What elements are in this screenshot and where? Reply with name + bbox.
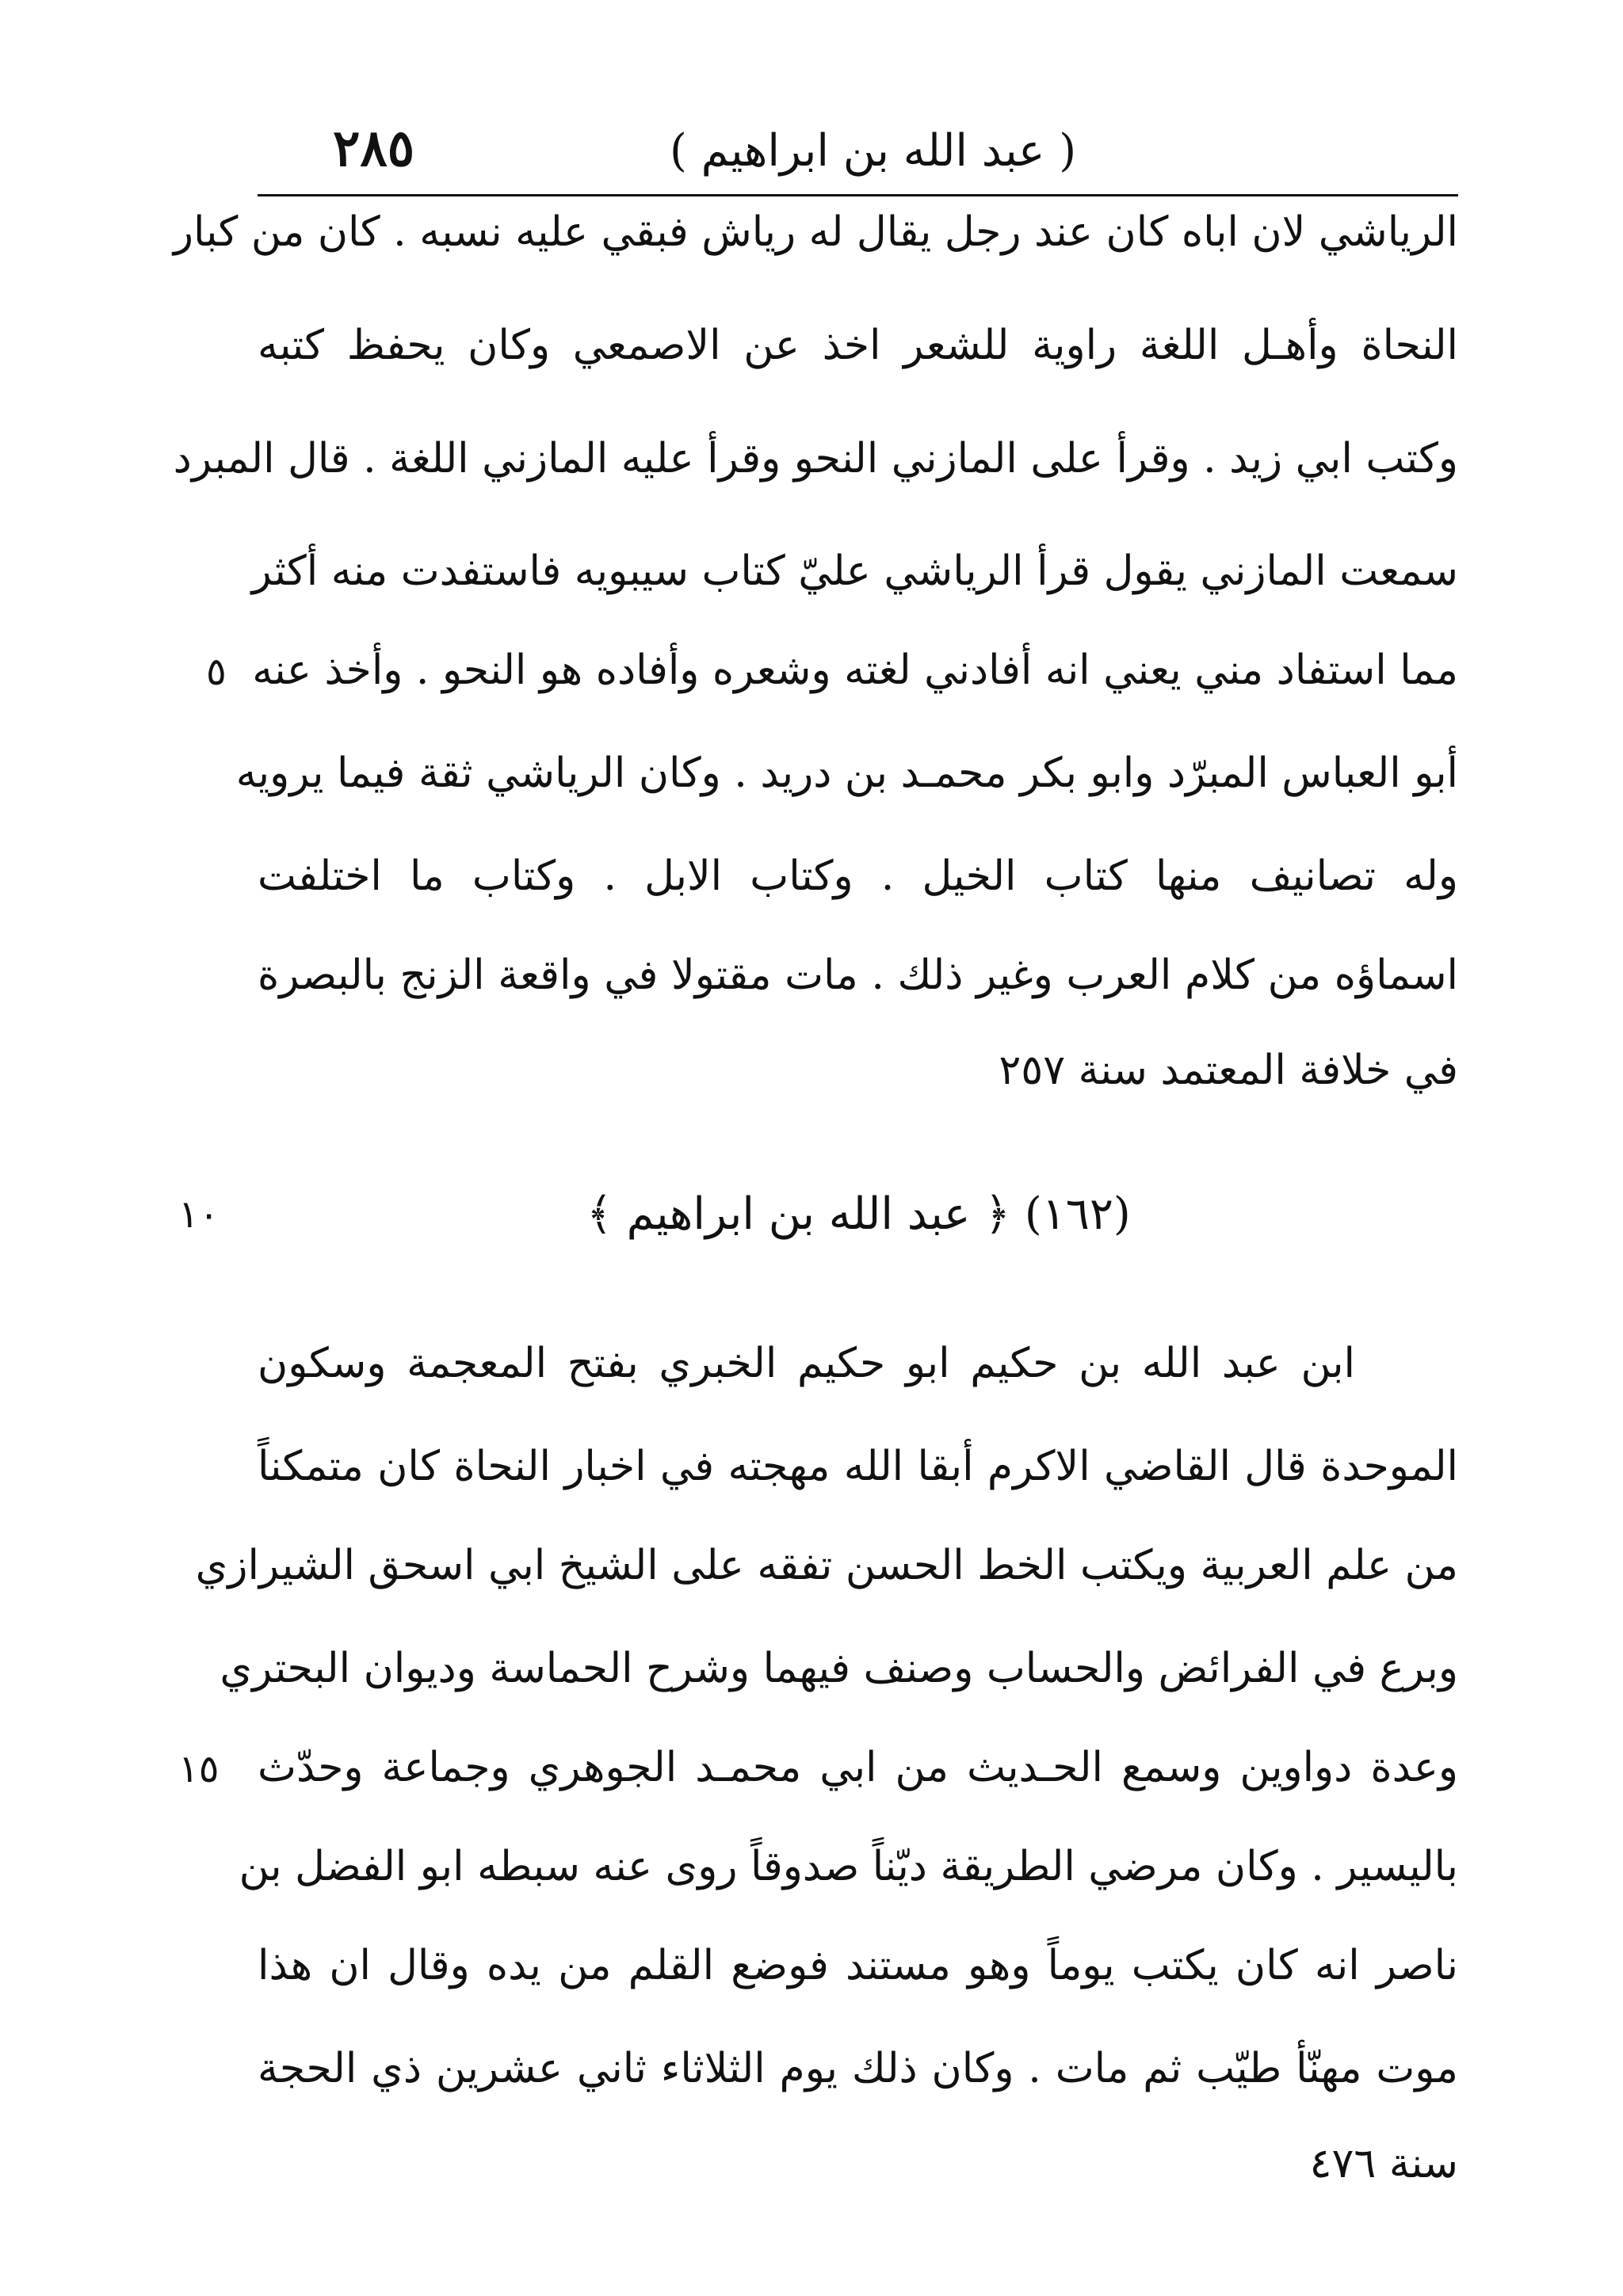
text-line-last: في خلافة المعتمد سنة ٢٥٧ <box>999 1047 1458 1094</box>
text-line: وله تصانيف منها كتاب الخيل . وكتاب الابل . وكتاب ما اختلفت <box>258 852 1458 900</box>
header-rule <box>258 194 1458 196</box>
text-line: مما استفاد مني يعني انه أفادني لغته وشعره وأفاده هو النحو . وأخذ عنه <box>252 646 1458 694</box>
text-line: وعدة دواوين وسمع الحـديث من ابي محمـد الجوهري وجماعة وحدّث <box>258 1744 1458 1791</box>
text-line: اسماؤه من كلام العرب وغير ذلك . مات مقتولا في واقعة الزنج بالبصرة <box>258 952 1458 999</box>
text-line-last: سنة ٤٧٦ <box>1309 2140 1458 2187</box>
text-line: ناصر انه كان يكتب يوماً وهو مستند فوضع القلم من يده وقال ان هذا <box>258 1942 1458 1989</box>
text-line: وبرع في الفرائض والحساب وصنف فيهما وشرح الحماسة وديوان البحتري <box>220 1645 1458 1692</box>
text-line: وكتب ابي زيد . وقرأ على المازني النحو وقرأ عليه المازني اللغة . قال المبرد <box>173 435 1458 482</box>
text-line: سمعت المازني يقول قرأ الرياشي عليّ كتاب سيبويه فاستفدت منه أكثر <box>251 547 1458 595</box>
page-number: ٢٨٥ <box>333 119 415 178</box>
text-line: باليسير . وكان مرضي الطريقة ديّناً صدوقاً روى عنه سبطه ابو الفضل بن <box>239 1843 1458 1890</box>
text-line: من علم العربية ويكتب الخط الحسن تفقه على الشيخ ابي اسحق الشيرازي <box>195 1542 1458 1589</box>
text-line-indented: ابن عبد الله بن حكيم ابو حكيم الخبري بفتح المعجمة وسكون <box>258 1340 1355 1387</box>
text-line: الرياشي لان اباه كان عند رجل يقال له رياش فبقي عليه نسبه . كان من كبار <box>173 208 1458 256</box>
margin-line-number: ١٠ <box>178 1192 220 1237</box>
margin-line-number: ١٥ <box>178 1747 220 1791</box>
text-line: أبو العباس المبرّد وابو بكر محمـد بن دريد . وكان الرياشي ثقة فيما يرويه <box>235 749 1458 797</box>
text-line: الموحدة قال القاضي الاكرم أبقا الله مهجته في اخبار النحاة كان متمكناً <box>258 1443 1458 1490</box>
text-line: موت مهنّأ طيّب ثم مات . وكان ذلك يوم الثلاثاء ثاني عشرين ذي الحجة <box>258 2045 1458 2092</box>
running-title: ( عبد الله بن ابراهيم ) <box>670 125 1077 177</box>
text-line: النحاة وأهـل اللغة راوية للشعر اخذ عن الاصمعي وكان يحفظ كتبه <box>258 322 1458 369</box>
running-head <box>258 119 1458 190</box>
margin-line-number: ٥ <box>206 650 227 694</box>
entry-heading: (١٦٢) ﴿ عبد الله بن ابراهيم ﴾ <box>586 1188 1131 1240</box>
